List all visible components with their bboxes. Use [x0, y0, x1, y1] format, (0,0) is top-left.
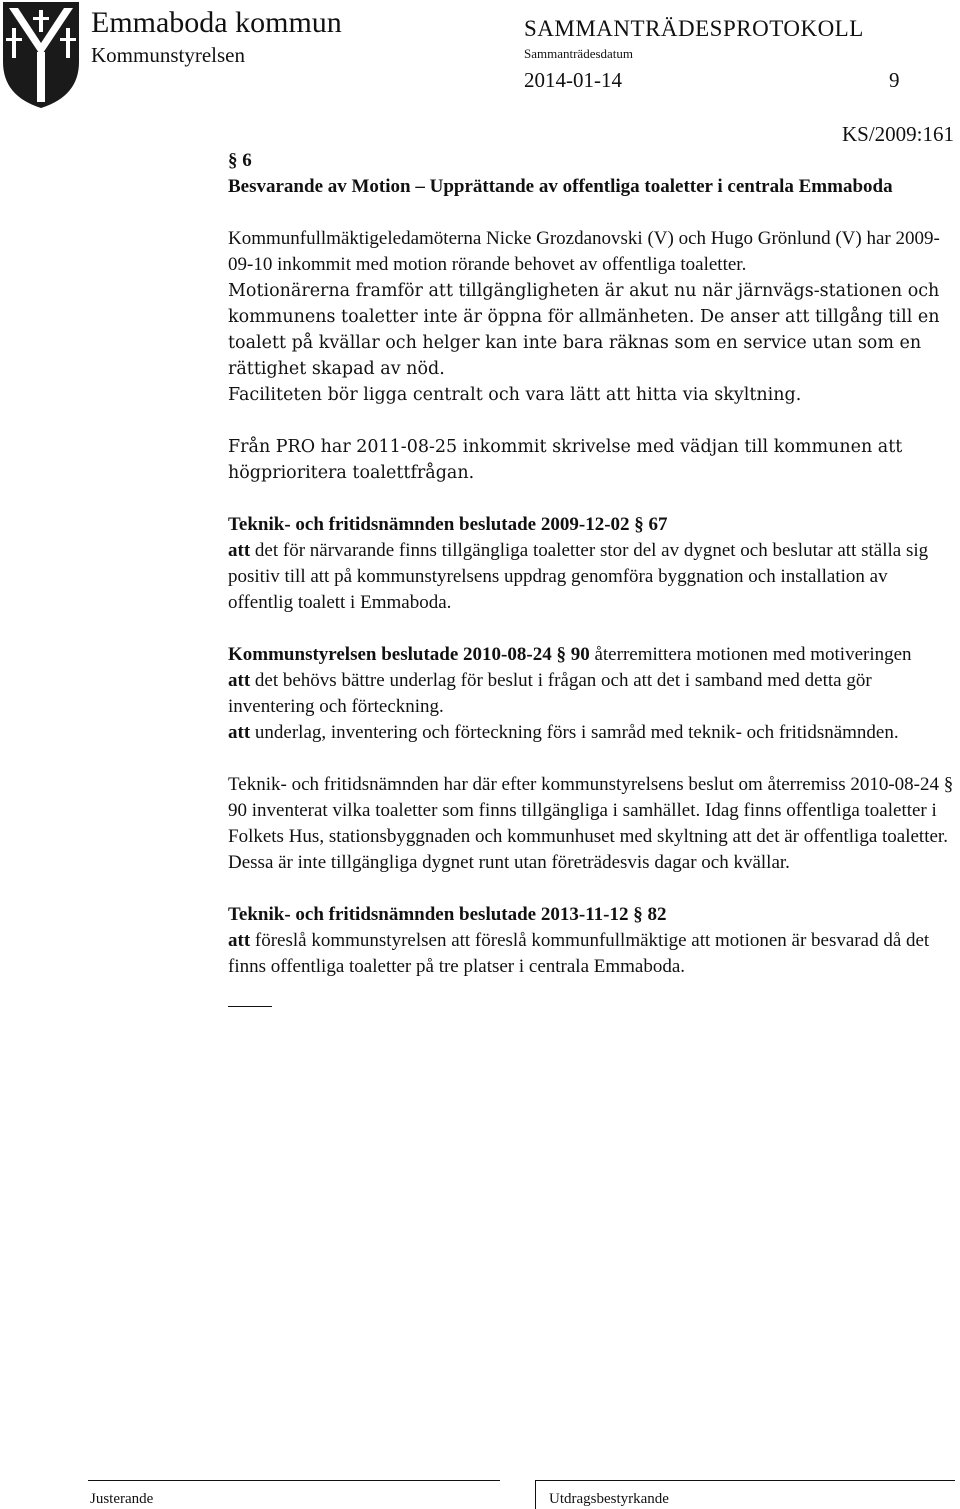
tfn-2013-heading: Teknik- och fritidsnämnden beslutade 2013-11-12 § 82: [228, 904, 667, 925]
meeting-date: 2014-01-14: [524, 68, 622, 92]
section-title: Besvarande av Motion – Upprättande av offentliga toaletter i centrala Emmaboda: [228, 176, 893, 197]
footer-divider: [535, 1480, 536, 1509]
footer-line-right: [535, 1480, 955, 1481]
municipality-logo-icon: [0, 0, 82, 110]
ks-2010-decision: Kommunstyrelsen beslutade 2010-08-24 § 90 återremittera motionen med motiveringen: [228, 644, 912, 665]
tfn-2009-decision: att det för närvarande finns tillgängliga toaletter stor del av dygnet och beslutar att ställa sig positiv till att på kommunstyrelsens uppdrag genomföra byggnation och installation av offentlig toalett i Emmaboda.: [228, 540, 929, 613]
intro-paragraph: Kommunfullmäktigeledamöterna Nicke Grozdanovski (V) och Hugo Grönlund (V) har 2009-09-10 inkommit med motion rörande behovet av offentliga toaletter.: [228, 228, 940, 275]
ks-2010-att-2: att underlag, inventering och förteckning förs i samråd med teknik- och fritidsnämnden.: [228, 722, 899, 743]
document-body: [228, 148, 954, 1007]
tfn-inventory-paragraph: Teknik- och fritidsnämnden har där efter kommunstyrelsens beslut om återremiss 2010-08-24 § 90 inventerat vilka toaletter som finns tillgängliga i samhället. Idag finns offentliga toaletter i Folkets Hus, stationsbyggnaden och kommunhuset med skyltning att det är offentliga toaletter. Dessa är inte tillgängliga dygnet runt utan företrädesvis dagar och kvällar.: [228, 774, 954, 873]
footer-utdragsbestyrkande: Utdragsbestyrkande: [549, 1491, 669, 1507]
case-number: KS/2009:161: [841, 122, 954, 146]
organization-name: Emmaboda kommun: [91, 6, 342, 39]
meeting-date-label: Sammanträdesdatum: [524, 46, 634, 61]
footer-line-left: [88, 1480, 500, 1481]
ks-2010-att-1: att det behövs bättre underlag för beslut i frågan och att det i samband med detta gör inventering och förteckning.: [228, 670, 872, 717]
organization-unit: Kommunstyrelsen: [91, 43, 245, 67]
end-rule: [228, 1006, 272, 1007]
page-number: 9: [889, 68, 900, 92]
document-type: SAMMANTRÄDESPROTOKOLL: [524, 16, 864, 41]
tfn-2013-decision: att föreslå kommunstyrelsen att föreslå kommunfullmäktige att motionen är besvarad då det finns offentliga toaletter på tre platser i centrala Emmaboda.: [228, 930, 930, 977]
tfn-2009-heading: Teknik- och fritidsnämnden beslutade 2009-12-02 § 67: [228, 514, 668, 535]
motion-paragraph: Motionärerna framför att tillgängligheten är akut nu när järnvägs-stationen och kommunens toaletter inte är öppna för allmänheten. De anser att tillgång till en toalett på kvällar och helger kan inte bara räknas som en service utan som en rättighet skapad av nöd. Faciliteten bör ligga centralt och vara lätt att hitta via skyltning.: [228, 281, 940, 405]
pro-paragraph: Från PRO har 2011-08-25 inkommit skrivelse med vädjan till kommunen att högprioritera toalettfrågan.: [228, 437, 903, 483]
footer-justerande: Justerande: [90, 1491, 154, 1507]
section-number: § 6: [228, 150, 252, 171]
